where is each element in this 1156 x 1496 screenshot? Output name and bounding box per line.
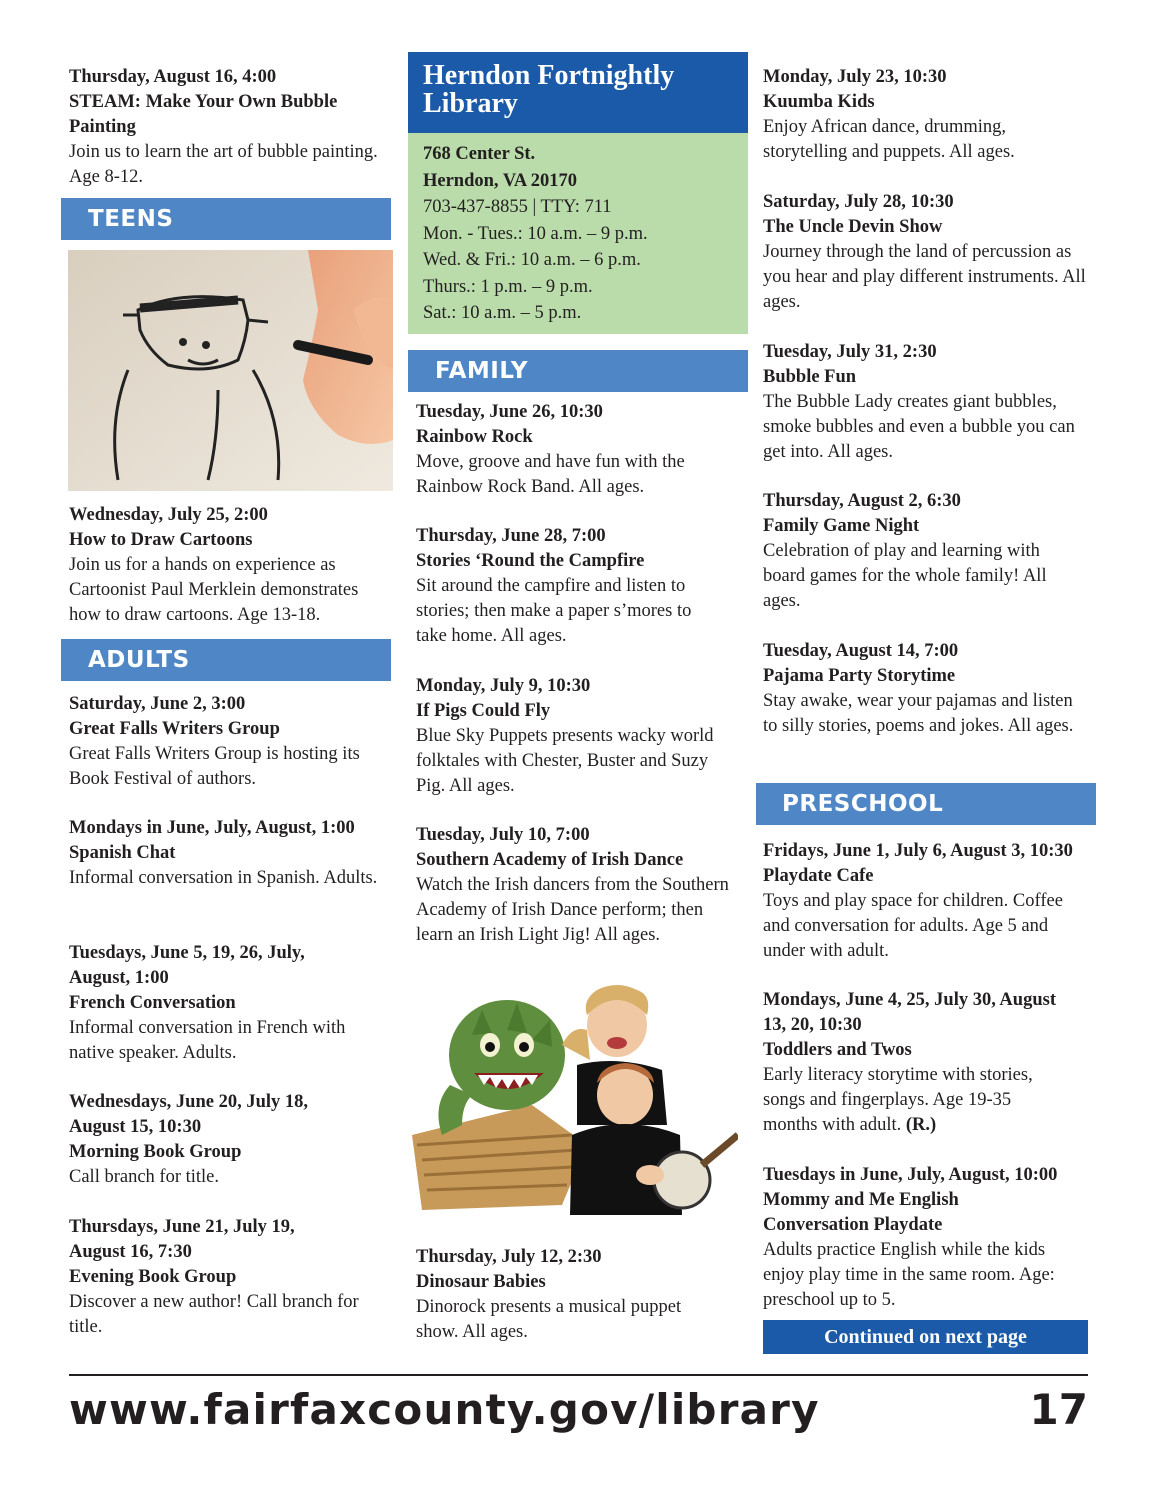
event-title: Rainbow Rock: [416, 426, 533, 447]
event-title: Great Falls Writers Group: [69, 718, 280, 739]
event-description: Great Falls Writers Group is hosting its Book Festival of authors.: [69, 743, 360, 789]
library-name: Herndon Fortnightly Library: [408, 52, 748, 133]
event-date: Monday, July 9, 10:30: [416, 676, 591, 696]
event-description: The Bubble Lady creates giant bubbles, smoke bubbles and even a bubble you can get into. All ages.: [763, 391, 1075, 462]
event-title: The Uncle Devin Show: [763, 216, 943, 237]
event-description: Informal conversation in Spanish. Adults.: [69, 867, 378, 888]
registration-required-note: (R.): [905, 1114, 937, 1135]
event-description: Discover a new author! Call branch for title.: [69, 1291, 359, 1337]
event-how-to-draw-cartoons: [69, 503, 389, 628]
event-date: Tuesday, July 31, 2:30: [763, 342, 937, 362]
event-description: Join us to learn the art of bubble painting. Age 8-12.: [69, 141, 378, 187]
event-description: Sit around the campfire and listen to stories; then make a paper s’mores to take home. All ages.: [416, 575, 692, 646]
event-title: Southern Academy of Irish Dance: [416, 849, 684, 870]
event-date: Mondays in June, July, August, 1:00: [69, 818, 355, 838]
event-if-pigs-could-fly: [416, 674, 726, 799]
event-title: Pajama Party Storytime: [763, 665, 956, 686]
event-title: Morning Book Group: [69, 1141, 242, 1162]
event-title: Kuumba Kids: [763, 91, 875, 112]
event-date: Thursdays, June 21, July 19, August 16, 7:30: [69, 1217, 295, 1262]
footer-url-link[interactable]: www.fairfaxcounty.gov/library: [69, 1385, 820, 1434]
event-date: Thursday, July 12, 2:30: [416, 1247, 602, 1267]
event-date: Tuesday, August 14, 7:00: [763, 641, 959, 661]
event-title: Playdate Cafe: [763, 865, 874, 886]
event-date: Saturday, June 2, 3:00: [69, 694, 246, 714]
footer-divider: [69, 1374, 1088, 1376]
event-title: Toddlers and Twos: [763, 1039, 912, 1060]
section-heading-adults: ADULTS: [61, 639, 391, 681]
library-street: 768 Center St.: [423, 144, 536, 164]
event-description: Move, groove and have fun with the Rainbow Rock Band. All ages.: [416, 451, 685, 497]
event-date: Tuesday, June 26, 10:30: [416, 402, 603, 422]
event-title: French Conversation: [69, 992, 236, 1013]
library-info-box: [408, 133, 748, 334]
event-date: Wednesdays, June 20, July 18, August 15, 10:30: [69, 1092, 309, 1137]
library-hours-mon-tues: Mon. - Tues.: 10 a.m. – 9 p.m.: [423, 223, 648, 244]
event-description: Adults practice English while the kids enjoy play time in the same room. Age: preschool up to 5.: [763, 1239, 1055, 1310]
event-morning-book-group: [69, 1090, 359, 1190]
event-title: STEAM: Make Your Own Bubble Painting: [69, 91, 338, 137]
event-description: Stay awake, wear your pajamas and listen to silly stories, poems and jokes. All ages.: [763, 690, 1074, 736]
event-title: Spanish Chat: [69, 842, 176, 863]
event-playdate-cafe: [763, 839, 1088, 964]
library-hours-thurs: Thurs.: 1 p.m. – 9 p.m.: [423, 276, 593, 297]
event-family-game-night: [763, 489, 1078, 614]
event-description: Enjoy African dance, drumming, storytelling and puppets. All ages.: [763, 116, 1015, 162]
event-date: Monday, July 23, 10:30: [763, 67, 947, 87]
library-city: Herndon, VA 20170: [423, 170, 578, 191]
event-irish-dance: [416, 823, 736, 948]
event-uncle-devin-show: [763, 190, 1088, 315]
section-heading-preschool: PRESCHOOL: [756, 783, 1096, 825]
puppet-performers-photo-art: [412, 985, 738, 1215]
event-title: If Pigs Could Fly: [416, 700, 551, 721]
event-description: Call branch for title.: [69, 1166, 220, 1187]
event-title: Evening Book Group: [69, 1266, 237, 1287]
library-hours-wed-fri: Wed. & Fri.: 10 a.m. – 6 p.m.: [423, 250, 641, 270]
cartoon-drawing-photo-art: [68, 250, 393, 491]
puppet-performers-photo: [412, 985, 738, 1215]
event-title: Family Game Night: [763, 515, 920, 536]
event-date: Thursday, June 28, 7:00: [416, 526, 606, 546]
event-date: Thursday, August 2, 6:30: [763, 491, 961, 511]
event-french-conversation: [69, 941, 359, 1066]
event-title: Stories ‘Round the Campfire: [416, 550, 645, 571]
event-date: Tuesdays, June 5, 19, 26, July, August, 1:00: [69, 943, 305, 988]
event-description: Watch the Irish dancers from the Southern Academy of Irish Dance perform; then learn an Irish Light Jig! All ages.: [416, 874, 729, 945]
library-phone: 703-437-8855 | TTY: 711: [423, 197, 612, 217]
event-bubble-painting: [69, 65, 389, 190]
cartoon-drawing-photo: [68, 250, 393, 491]
event-description-text: Early literacy storytime with stories, songs and fingerplays. Age 19-35 months with adult.: [763, 1064, 1033, 1135]
event-title: How to Draw Cartoons: [69, 529, 253, 550]
event-date: Thursday, August 16, 4:00: [69, 67, 277, 87]
event-date: Saturday, July 28, 10:30: [763, 192, 954, 212]
event-rainbow-rock: [416, 400, 716, 500]
event-description: [763, 1063, 1063, 1138]
section-heading-family: FAMILY: [408, 350, 748, 392]
event-date: Mondays, June 4, 25, July 30, August 13, 20, 10:30: [763, 990, 1056, 1035]
event-date: Wednesday, July 25, 2:00: [69, 505, 268, 525]
event-description: Dinorock presents a musical puppet show. All ages.: [416, 1296, 682, 1342]
event-description: Journey through the land of percussion as you hear and play different instruments. All ages.: [763, 241, 1086, 312]
event-description: Blue Sky Puppets presents wacky world folktales with Chester, Buster and Suzy Pig. All ages.: [416, 725, 714, 796]
event-title: Mommy and Me English Conversation Playdate: [763, 1189, 959, 1235]
event-title: Bubble Fun: [763, 366, 857, 387]
event-writers-group: [69, 692, 389, 792]
event-kuumba-kids: [763, 65, 1093, 165]
library-hours-sat: Sat.: 10 a.m. – 5 p.m.: [423, 303, 582, 323]
event-mommy-and-me: [763, 1163, 1083, 1312]
event-spanish-chat: [69, 816, 389, 891]
event-date: Fridays, June 1, July 6, August 3, 10:30: [763, 841, 1073, 861]
event-stories-campfire: [416, 524, 726, 649]
event-title: Dinosaur Babies: [416, 1271, 546, 1292]
event-date: Tuesdays in June, July, August, 10:00: [763, 1165, 1058, 1185]
event-bubble-fun: [763, 340, 1088, 465]
event-description: Toys and play space for children. Coffee and conversation for adults. Age 5 and under with adult.: [763, 890, 1063, 961]
continued-banner: Continued on next page: [763, 1320, 1088, 1354]
event-evening-book-group: [69, 1215, 389, 1340]
event-dinosaur-babies: [416, 1245, 726, 1345]
event-description: Celebration of play and learning with board games for the whole family! All ages.: [763, 540, 1047, 611]
section-heading-teens: TEENS: [61, 198, 391, 240]
event-description: Informal conversation in French with native speaker. Adults.: [69, 1017, 346, 1063]
event-toddlers-and-twos: [763, 988, 1063, 1137]
event-pajama-party: [763, 639, 1078, 739]
event-date: Tuesday, July 10, 7:00: [416, 825, 590, 845]
event-description: Join us for a hands on experience as Cartoonist Paul Merklein demonstrates how to draw cartoons. Age 13-18.: [69, 554, 359, 625]
page-number: 17: [1029, 1385, 1088, 1434]
